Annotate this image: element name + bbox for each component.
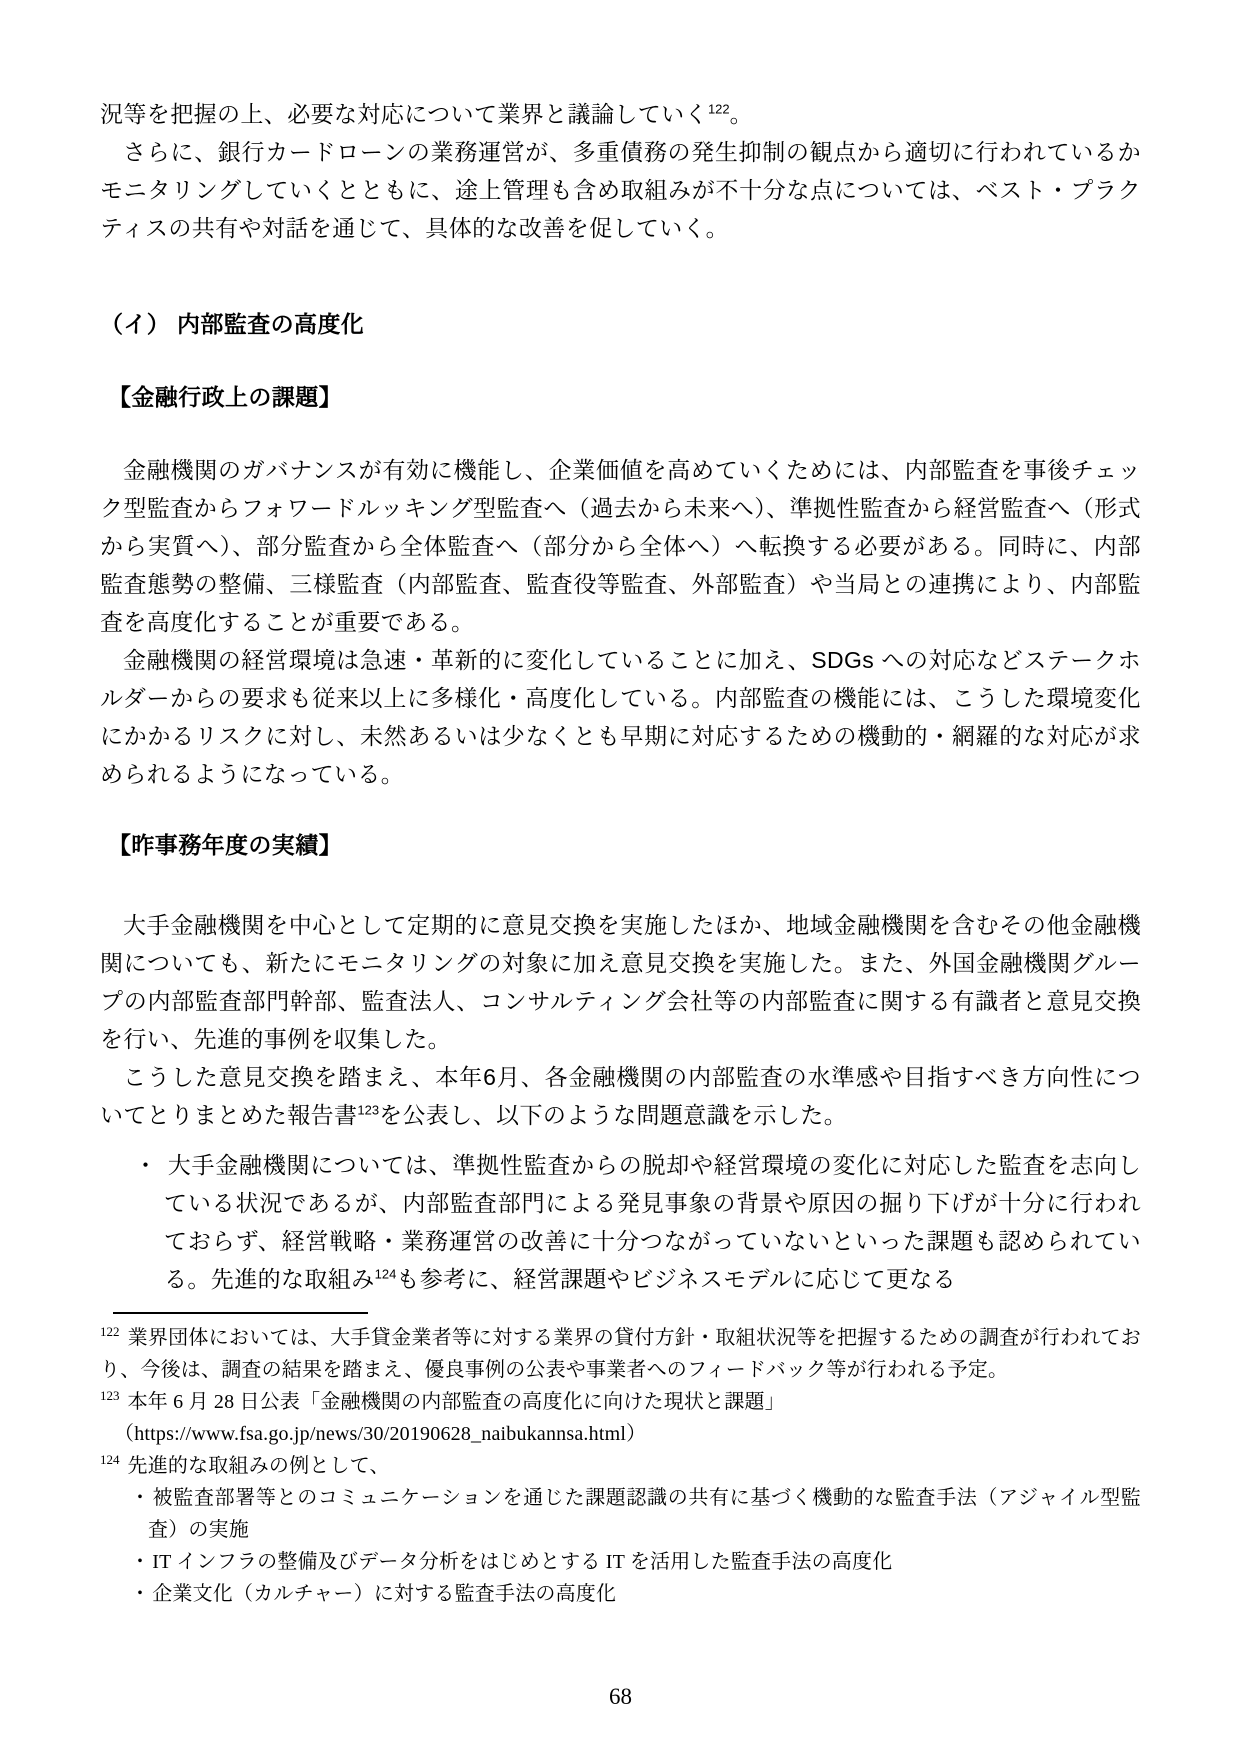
footnote-marker-122: 122 [100,1324,120,1340]
bullet-icon: ・ [130,1487,151,1509]
footnote-text: 本年 6 月 28 日公表「金融機関の内部監査の高度化に向けた現状と課題」 [127,1391,785,1413]
bullet-icon: ・ [130,1583,151,1605]
page-content [100,95,1141,1610]
footnote-ref-122: 122 [707,101,730,117]
footnote-bullet-text: IT インフラの整備及びデータ分析をはじめとする IT を活用した監査手法の高度化 [152,1551,893,1573]
footnote-bullet-text: 被監査部署等とのコミュニケーションを通じた課題認識の共有に基づく機動的な監査手法（アジャイル型監査）の実施 [148,1487,1141,1541]
subheading-administrative-challenges: 【金融行政上の課題】 [108,384,342,410]
page-number: 68 [609,1684,632,1709]
footnote-ref-123: 123 [357,1102,380,1118]
footnote-text: 業界団体においては、大手貸金業者等に対する業界の貸付方針・取組状況等を把握するための調査が行われており、今後は、調査の結果を踏まえ、優良事例の公表や事業者へのフィードバック等が行われる予定。 [100,1327,1141,1381]
footnote-ref-124: 124 [374,1266,397,1282]
footnote-bullet-text: 企業文化（カルチャー）に対する監査手法の高度化 [152,1583,617,1605]
paragraph-text: 況等を把握の上、必要な対応について業界と議論していく [100,101,708,127]
footnote-124 [100,1450,1141,1610]
footnote-122 [100,1322,1141,1386]
footnote-divider [113,1312,368,1314]
paragraph-text: 。 [729,101,754,127]
section-heading-internal-audit: （イ） 内部監査の高度化 [100,311,365,337]
footnotes [100,1322,1141,1610]
paragraph-exchange-of-views: 大手金融機関を中心として定期的に意見交換を実施したほか、地域金融機関を含むその他金融機関についても、新たにモニタリングの対象に加え意見交換を実施した。また、外国金融機関グループの内部監査部門幹部、監査法人、コンサルティング会社等の内部監査に関する有識者と意見交換を行い、先進的事例を収集した。 [100,912,1141,1052]
footnote-bullet-item [100,1482,1141,1546]
bullet-icon: ・ [134,1152,158,1178]
footnote-bullet-item [100,1578,1141,1610]
footnote-marker-123: 123 [100,1388,120,1404]
bullet-item-major-institutions [100,1146,1141,1298]
subheading-last-year-results: 【昨事務年度の実績】 [108,832,342,858]
paragraph-governance: 金融機関のガバナンスが有効に機能し、企業価値を高めていくためには、内部監査を事後チェック型監査からフォワードルッキング型監査へ（過去から未来へ）、準拠性監査から経営監査へ（形式から実質へ）、部分監査から全体監査へ（部分から全体へ）へ転換する必要がある。同時に、内部監査態勢の整備、三様監査（内部監査、監査役等監査、外部監査）や当局との連携により、内部監査を高度化することが重要である。 [100,457,1141,635]
footnote-marker-124: 124 [100,1452,120,1468]
paragraph-text: こうした意見交換を踏まえ、本年6月、各金融機関の内部監査の水準感や目指すべき方向性についてとりまとめた報告書 [100,1064,1141,1128]
bullet-text: 大手金融機関については、準拠性監査からの脱却や経営環境の変化に対応した監査を志向している状況であるが、内部監査部門による発見事象の背景や原因の掘り下げが十分に行われておらず、経営戦略・業務運営の改善に十分つながっていないといった課題も認められている。先進的な取組み [164,1152,1141,1292]
paragraph-report-publication [100,1058,1141,1134]
paragraph-intro-continuation [100,95,1141,133]
paragraph-text: を公表し、以下のような問題意識を示した。 [379,1102,848,1128]
footnote-url: （https://www.fsa.go.jp/news/30/20190628_naibukannsa.html） [114,1423,647,1445]
bullet-icon: ・ [130,1551,151,1573]
paragraph-environment: 金融機関の経営環境は急速・革新的に変化していることに加え、SDGs への対応などステークホルダーからの要求も従来以上に多様化・高度化している。内部監査の機能には、こうした環境変化にかかるリスクに対し、未然あるいは少なくとも早期に対応するための機動的・網羅的な対応が求められるようになっている。 [100,647,1141,787]
footnote-123 [100,1386,1141,1450]
paragraph-card-loan: さらに、銀行カードローンの業務運営が、多重債務の発生抑制の観点から適切に行われているかモニタリングしていくとともに、途上管理も含め取組みが不十分な点については、ベスト・プラクティスの共有や対話を通じて、具体的な改善を促していく。 [100,139,1141,241]
footnote-text: 先進的な取組みの例として、 [127,1455,390,1477]
bullet-text: も参考に、経営課題やビジネスモデルに応じて更なる [396,1266,957,1292]
footnote-bullet-item [100,1546,1141,1578]
